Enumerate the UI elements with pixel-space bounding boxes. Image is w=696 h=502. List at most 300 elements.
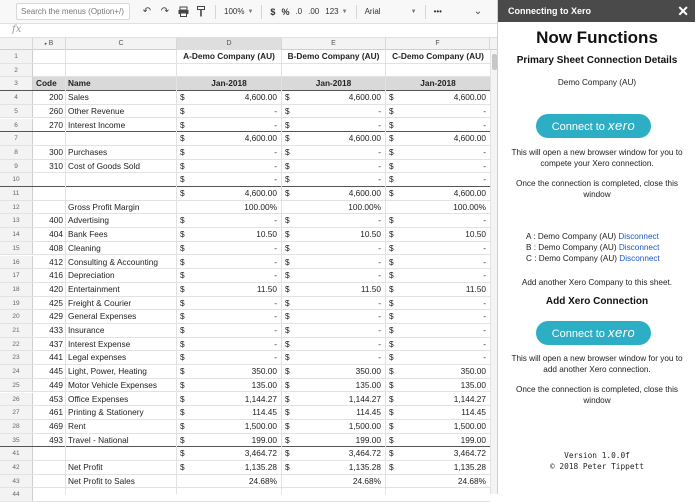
row-number[interactable]: 35: [0, 434, 33, 447]
row-number[interactable]: 13: [0, 214, 33, 227]
row-number[interactable]: 12: [0, 201, 33, 214]
value-cell-f[interactable]: [386, 365, 490, 378]
row-number[interactable]: 20: [0, 310, 33, 323]
amount-value: 4,600.00: [244, 92, 277, 103]
amount-value: -: [483, 105, 486, 116]
zoom-select[interactable]: [221, 7, 256, 16]
value-cell-e[interactable]: [282, 461, 385, 474]
account-name-cell[interactable]: Other Revenue: [68, 105, 125, 116]
account-code-cell[interactable]: 445: [49, 366, 63, 377]
row-number[interactable]: 17: [0, 269, 33, 282]
amount-value: -: [378, 325, 381, 335]
row-number[interactable]: 24: [0, 365, 33, 378]
amount-value: -: [378, 311, 381, 322]
connection-company: Demo Company (AU): [538, 254, 618, 263]
value-cell-d[interactable]: [177, 365, 281, 378]
value-cell-f[interactable]: [386, 146, 490, 159]
account-name-cell[interactable]: Motor Vehicle Expenses: [68, 379, 158, 390]
value-cell-e[interactable]: [282, 475, 385, 488]
account-code-cell[interactable]: 416: [49, 270, 63, 281]
table-row: [0, 461, 490, 475]
value-cell-d[interactable]: [177, 242, 281, 255]
row-number[interactable]: 9: [0, 160, 33, 173]
value-cell-d[interactable]: [177, 187, 281, 200]
value-cell-e[interactable]: [282, 256, 385, 269]
value-cell-d[interactable]: [177, 447, 281, 460]
account-name-cell[interactable]: Sales: [68, 92, 89, 103]
row-number[interactable]: 10: [0, 173, 33, 186]
account-code-cell[interactable]: 260: [49, 105, 63, 116]
add-another-note: Add another Xero Company to this sheet.: [521, 278, 673, 287]
currency-symbol: $: [180, 338, 185, 349]
collapse-chevron-icon[interactable]: ⌄: [473, 6, 483, 17]
currency-symbol: $: [285, 256, 290, 267]
row-number[interactable]: 8: [0, 146, 33, 159]
account-name-cell[interactable]: Depreciation: [68, 270, 115, 281]
row-number[interactable]: 11: [0, 187, 33, 200]
amount-value: 11.50: [360, 283, 381, 294]
value-cell-e[interactable]: [282, 105, 385, 118]
value-cell-e[interactable]: [282, 201, 385, 214]
column-header-e[interactable]: E: [282, 38, 386, 50]
account-name-cell[interactable]: General Expenses: [68, 311, 137, 322]
currency-symbol: $: [285, 448, 290, 459]
value-cell-f[interactable]: [386, 434, 490, 447]
account-code-cell[interactable]: [33, 132, 65, 145]
column-header-f[interactable]: F: [386, 38, 490, 50]
account-code-cell[interactable]: 310: [49, 160, 63, 171]
amount-value: -: [274, 338, 277, 349]
spreadsheet-grid[interactable]: [0, 38, 497, 499]
value-cell-e[interactable]: [282, 420, 385, 433]
value-cell-e[interactable]: [282, 393, 385, 406]
value-cell-e[interactable]: [282, 119, 385, 132]
value-cell-e[interactable]: [282, 310, 385, 323]
row-number[interactable]: 25: [0, 379, 33, 392]
account-name-cell[interactable]: Travel - National: [68, 434, 129, 445]
row-number[interactable]: 41: [0, 447, 33, 460]
account-code-cell[interactable]: 400: [49, 215, 63, 226]
currency-symbol: $: [180, 133, 185, 144]
value-cell-e[interactable]: [282, 91, 385, 104]
value-cell-e[interactable]: [282, 297, 385, 310]
value-cell-d[interactable]: [177, 105, 281, 118]
account-name-cell[interactable]: Insurance: [68, 325, 105, 335]
account-name-cell[interactable]: Advertising: [68, 215, 110, 226]
row-number[interactable]: 28: [0, 420, 33, 433]
row-number[interactable]: 42: [0, 461, 33, 474]
account-code-cell[interactable]: 453: [49, 393, 63, 404]
value-cell-f[interactable]: [386, 228, 490, 241]
value-cell-f[interactable]: [386, 461, 490, 474]
account-name-cell[interactable]: [66, 132, 176, 145]
account-code-cell[interactable]: 449: [49, 379, 63, 390]
value-cell-e[interactable]: [282, 132, 385, 145]
vertical-scrollbar[interactable]: [490, 50, 497, 494]
currency-symbol: $: [180, 366, 185, 377]
value-cell-f[interactable]: [386, 338, 490, 351]
account-code-cell[interactable]: 461: [49, 407, 63, 418]
amount-value: 1,144.27: [244, 393, 277, 404]
amount-value: -: [378, 146, 381, 157]
value-cell-d[interactable]: [177, 91, 281, 104]
add-connect-to-xero-button[interactable]: [536, 321, 651, 345]
value-cell-e[interactable]: [282, 434, 385, 447]
value-cell-e[interactable]: [282, 228, 385, 241]
currency-symbol: $: [389, 407, 394, 418]
value-cell-e[interactable]: [282, 488, 385, 501]
amount-value: -: [274, 311, 277, 322]
sidebar-header: [498, 0, 695, 22]
value-cell-e[interactable]: [282, 406, 385, 419]
amount-value: -: [378, 105, 381, 116]
amount-value: 1,500.00: [244, 420, 277, 431]
amount-value: 4,600.00: [348, 92, 381, 103]
disconnect-link[interactable]: Disconnect: [619, 254, 660, 263]
value-cell-e[interactable]: [282, 351, 385, 364]
menu-search-input[interactable]: Search the menus (Option+/): [16, 3, 130, 20]
account-name-cell[interactable]: Interest Income: [68, 119, 126, 130]
currency-symbol: $: [180, 105, 185, 116]
currency-symbol: $: [180, 215, 185, 226]
value-cell-e[interactable]: [282, 324, 385, 337]
account-code-cell[interactable]: 270: [49, 119, 63, 130]
print-icon[interactable]: [174, 3, 192, 21]
value-cell-f[interactable]: [386, 119, 490, 132]
amount-value: 1,135.28: [244, 462, 277, 472]
hidden-columns-arrow-icon: ▸: [44, 41, 49, 47]
row-number[interactable]: 21: [0, 324, 33, 337]
value-cell-f[interactable]: [386, 488, 490, 501]
currency-symbol: $: [180, 283, 185, 294]
value-cell-e[interactable]: [282, 283, 385, 296]
increase-decimals-button[interactable]: .00: [308, 7, 320, 16]
account-code-cell[interactable]: 200: [49, 92, 63, 103]
currency-symbol: $: [285, 366, 290, 377]
account-code-cell[interactable]: 441: [49, 352, 63, 363]
format-percent-button[interactable]: %: [281, 6, 290, 17]
amount-value: -: [483, 215, 486, 226]
value-cell-d[interactable]: [177, 351, 281, 364]
row-number[interactable]: 26: [0, 393, 33, 406]
value-cell-d[interactable]: [177, 475, 281, 488]
value-cell-f[interactable]: [386, 379, 490, 392]
account-code-cell[interactable]: 493: [49, 434, 63, 445]
currency-symbol: $: [285, 338, 290, 349]
currency-symbol: $: [285, 297, 290, 308]
row-number[interactable]: 18: [0, 283, 33, 296]
value-cell-d[interactable]: [177, 160, 281, 173]
value-cell-f[interactable]: [386, 406, 490, 419]
table-header-row: [0, 77, 490, 91]
value-cell-f[interactable]: [386, 160, 490, 173]
redo-icon[interactable]: ↷: [160, 6, 170, 17]
currency-symbol: $: [389, 270, 394, 281]
table-row: [0, 187, 490, 201]
account-name-cell[interactable]: Office Expenses: [68, 393, 129, 404]
name-header[interactable]: Name: [68, 78, 91, 89]
value-cell-d[interactable]: [177, 379, 281, 392]
value-cell-f[interactable]: [386, 351, 490, 364]
value-cell-d[interactable]: [177, 132, 281, 145]
table-row: [0, 447, 490, 461]
font-value: Arial: [364, 7, 381, 16]
period-header[interactable]: Jan-2018: [420, 78, 456, 89]
value-cell-d[interactable]: [177, 201, 281, 214]
value-cell-f[interactable]: [386, 283, 490, 296]
value-cell-d[interactable]: [177, 338, 281, 351]
row-number[interactable]: 7: [0, 132, 33, 145]
currency-symbol: $: [180, 146, 185, 157]
value-cell-e[interactable]: [282, 269, 385, 282]
currency-symbol: $: [180, 434, 185, 445]
table-row: [0, 475, 490, 489]
row-number[interactable]: 16: [0, 256, 33, 269]
account-code-cell[interactable]: 437: [49, 338, 63, 349]
account-code-cell[interactable]: 404: [49, 229, 63, 240]
currency-symbol: $: [285, 105, 290, 116]
font-select[interactable]: [362, 7, 420, 16]
number-format-select[interactable]: [322, 7, 350, 16]
value-cell-e[interactable]: [282, 187, 385, 200]
value-cell-e[interactable]: [282, 447, 385, 460]
table-row: [0, 228, 490, 242]
account-code-cell[interactable]: [33, 201, 65, 214]
table-row: [0, 310, 490, 324]
column-header-b[interactable]: [33, 38, 66, 50]
value-cell-d[interactable]: [177, 214, 281, 227]
sidebar-subtitle: Primary Sheet Connection Details: [516, 55, 678, 66]
value-cell-d[interactable]: [177, 173, 281, 186]
connect-label: Connect to: [551, 121, 605, 133]
account-name-cell[interactable]: Cost of Goods Sold: [68, 160, 140, 171]
amount-value: 1,500.00: [348, 420, 381, 431]
value-cell-f[interactable]: [386, 214, 490, 227]
row-number[interactable]: 27: [0, 406, 33, 419]
row-number[interactable]: 15: [0, 242, 33, 255]
account-name-cell[interactable]: Rent: [68, 420, 86, 431]
add-close-note: Once the connection is completed, close this window: [515, 385, 679, 405]
account-code-cell[interactable]: 412: [49, 256, 63, 267]
connect-close-note: Once the connection is completed, close this window: [515, 179, 679, 199]
currency-symbol: $: [389, 297, 394, 308]
currency-symbol: $: [285, 174, 290, 185]
currency-symbol: $: [389, 92, 394, 103]
amount-value: 4,600.00: [453, 133, 486, 144]
value-cell-d[interactable]: [177, 420, 281, 433]
amount-value: -: [274, 105, 277, 116]
value-cell-d[interactable]: [177, 256, 281, 269]
row-number[interactable]: 5: [0, 105, 33, 118]
value-cell-d[interactable]: [177, 488, 281, 501]
account-code-cell[interactable]: 425: [49, 297, 63, 308]
value-cell-d[interactable]: [177, 406, 281, 419]
row-number[interactable]: 1: [0, 50, 33, 63]
currency-symbol: $: [180, 379, 185, 390]
row-number[interactable]: 19: [0, 297, 33, 310]
amount-value: -: [274, 174, 277, 185]
account-code-cell[interactable]: [33, 173, 65, 186]
account-name-cell[interactable]: Printing & Stationery: [68, 407, 144, 418]
account-name-cell[interactable]: [66, 447, 176, 460]
amount-value: -: [378, 256, 381, 267]
value-cell-f[interactable]: [386, 447, 490, 460]
value-cell-f[interactable]: [386, 269, 490, 282]
account-name-cell[interactable]: Bank Fees: [68, 229, 108, 240]
account-code-cell[interactable]: [33, 187, 65, 200]
amount-value: -: [483, 352, 486, 363]
account-name-cell[interactable]: Freight & Courier: [68, 297, 132, 308]
company-header-cell[interactable]: C-Demo Company (AU): [392, 51, 484, 61]
account-code-cell[interactable]: 420: [49, 283, 63, 294]
value-cell-d[interactable]: [177, 269, 281, 282]
value-cell-f[interactable]: [386, 393, 490, 406]
connection-separator: :: [531, 254, 539, 263]
value-cell-f[interactable]: [386, 132, 490, 145]
paint-format-icon[interactable]: [192, 3, 210, 21]
account-name-cell[interactable]: Entertainment: [68, 283, 120, 294]
decrease-decimals-button[interactable]: .0: [295, 7, 303, 16]
account-name-cell[interactable]: Purchases: [68, 146, 108, 157]
amount-value: 10.50: [465, 229, 486, 240]
currency-symbol: $: [180, 188, 185, 198]
currency-symbol: $: [180, 256, 185, 267]
value-cell-e[interactable]: [282, 242, 385, 255]
value-cell-f[interactable]: [386, 201, 490, 214]
row-number[interactable]: 6: [0, 119, 33, 132]
value-cell-d[interactable]: [177, 283, 281, 296]
account-name-cell[interactable]: Legal expenses: [68, 352, 127, 363]
currency-symbol: $: [285, 393, 290, 404]
table-row: [0, 173, 490, 187]
account-name-cell[interactable]: Interest Expense: [68, 338, 131, 349]
row-number[interactable]: 2: [0, 64, 33, 77]
account-name-cell[interactable]: Cleaning: [68, 242, 101, 253]
account-code-cell[interactable]: 408: [49, 242, 63, 253]
column-header-row: [0, 38, 497, 50]
account-code-cell[interactable]: [33, 488, 65, 501]
value-cell-e[interactable]: [282, 173, 385, 186]
amount-value: 114.45: [252, 407, 277, 418]
more-options-button[interactable]: •••: [433, 7, 442, 16]
zoom-value: 100%: [224, 7, 245, 16]
value-cell-d[interactable]: [177, 146, 281, 159]
account-name-cell[interactable]: [66, 173, 176, 186]
row-number[interactable]: 43: [0, 475, 33, 488]
amount-value: 135.00: [355, 379, 381, 390]
company-header-cell[interactable]: A-Demo Company (AU): [183, 51, 275, 61]
value-cell-d[interactable]: [177, 297, 281, 310]
value-cell-d[interactable]: [177, 324, 281, 337]
disconnect-link[interactable]: Disconnect: [618, 232, 659, 241]
currency-symbol: $: [389, 105, 394, 116]
account-name-cell[interactable]: [66, 488, 176, 501]
value-cell-e[interactable]: [282, 379, 385, 392]
row-number[interactable]: 3: [0, 77, 33, 90]
corner-cell[interactable]: [0, 38, 33, 50]
value-cell-e[interactable]: [282, 160, 385, 173]
account-code-cell[interactable]: [33, 461, 65, 474]
connect-to-xero-button[interactable]: [536, 114, 651, 138]
value-cell-d[interactable]: [177, 119, 281, 132]
amount-value: -: [274, 325, 277, 335]
value-cell-d[interactable]: [177, 393, 281, 406]
value-cell-f[interactable]: [386, 105, 490, 118]
account-code-cell[interactable]: 469: [49, 420, 63, 431]
value-cell-f[interactable]: [386, 310, 490, 323]
row-number[interactable]: 14: [0, 228, 33, 241]
account-code-cell[interactable]: 429: [49, 311, 63, 322]
value-cell-e[interactable]: [282, 338, 385, 351]
format-currency-button[interactable]: $: [270, 6, 276, 17]
amount-value: -: [378, 242, 381, 253]
account-code-cell[interactable]: 300: [49, 146, 63, 157]
value-cell-f[interactable]: [386, 475, 490, 488]
amount-value: -: [274, 160, 277, 171]
currency-symbol: $: [285, 407, 290, 418]
account-name-cell[interactable]: [66, 187, 176, 200]
value-cell-f[interactable]: [386, 256, 490, 269]
currency-symbol: $: [389, 256, 394, 267]
formula-bar[interactable]: [0, 24, 497, 38]
value-cell-d[interactable]: [177, 310, 281, 323]
account-code-cell[interactable]: [33, 447, 65, 460]
disconnect-link[interactable]: Disconnect: [618, 243, 660, 252]
amount-value: -: [378, 174, 381, 185]
value-cell-d[interactable]: [177, 434, 281, 447]
row-number[interactable]: 44: [0, 488, 33, 501]
table-row: [0, 379, 490, 393]
number-format-value: 123: [325, 7, 339, 16]
account-name-cell[interactable]: Gross Profit Margin: [68, 201, 140, 212]
row-number[interactable]: 4: [0, 91, 33, 104]
value-cell-f[interactable]: [386, 173, 490, 186]
value-cell-f[interactable]: [386, 91, 490, 104]
value-cell-d[interactable]: [177, 228, 281, 241]
row-number[interactable]: 23: [0, 351, 33, 364]
column-header-d[interactable]: D: [177, 38, 282, 50]
close-icon[interactable]: ✕: [677, 3, 689, 19]
period-header[interactable]: Jan-2018: [211, 78, 247, 89]
account-name-cell[interactable]: Net Profit: [68, 462, 103, 472]
value-cell-f[interactable]: [386, 420, 490, 433]
account-name-cell[interactable]: Light, Power, Heating: [68, 366, 147, 377]
value-cell-f[interactable]: [386, 242, 490, 255]
value-cell-e[interactable]: [282, 365, 385, 378]
account-name-cell[interactable]: Consulting & Accounting: [68, 256, 158, 267]
account-code-cell[interactable]: 433: [49, 325, 63, 335]
column-label: B: [48, 40, 54, 47]
period-header[interactable]: Jan-2018: [315, 78, 352, 89]
value-cell-d[interactable]: [177, 461, 281, 474]
account-name-cell[interactable]: Net Profit to Sales: [68, 475, 135, 486]
percent-value: 24.68%: [352, 475, 381, 486]
currency-symbol: $: [389, 283, 394, 294]
account-code-cell[interactable]: [33, 475, 65, 488]
amount-value: 1,500.00: [453, 420, 486, 431]
value-cell-f[interactable]: [386, 297, 490, 310]
code-header[interactable]: Code: [36, 78, 57, 89]
currency-symbol: $: [180, 242, 185, 253]
company-header-cell[interactable]: B-Demo Company (AU): [287, 51, 380, 61]
value-cell-f[interactable]: [386, 324, 490, 337]
value-cell-f[interactable]: [386, 187, 490, 200]
value-cell-e[interactable]: [282, 214, 385, 227]
row-number[interactable]: 22: [0, 338, 33, 351]
column-header-c[interactable]: C: [66, 38, 177, 50]
undo-icon[interactable]: ↶: [142, 6, 152, 17]
value-cell-e[interactable]: [282, 146, 385, 159]
